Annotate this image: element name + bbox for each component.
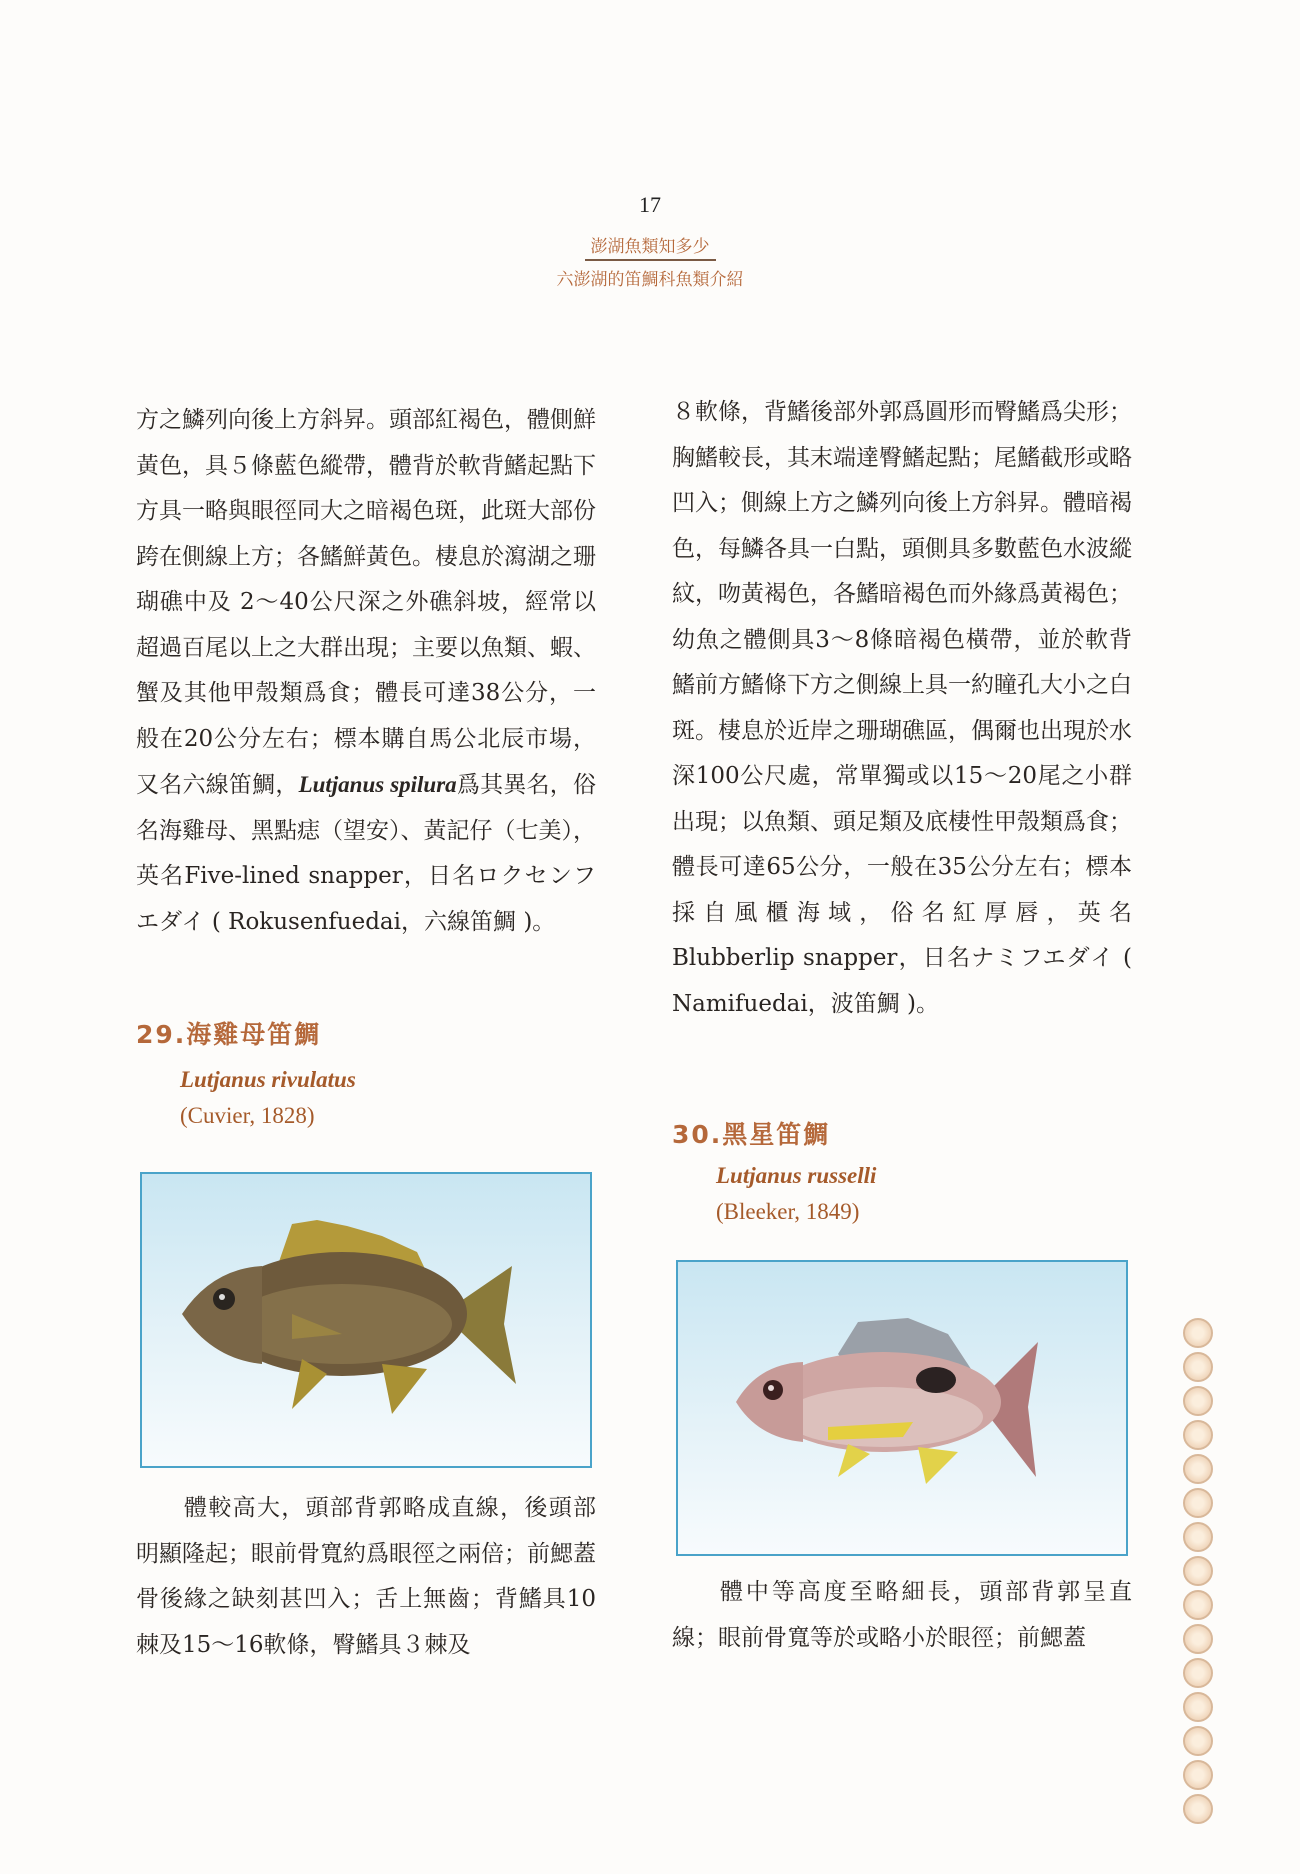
- species-30-description: 體中等高度至略細長，頭部背郭呈直線；眼前骨寬等於或略小於眼徑；前鰓蓋: [672, 1579, 1132, 1651]
- fish-illustration-30: [678, 1262, 1126, 1554]
- species-30-photo: [676, 1260, 1128, 1556]
- species-29-photo: [140, 1172, 592, 1468]
- page-number: 17: [639, 192, 661, 217]
- species-30-latin-name: Lutjanus russelli: [716, 1163, 877, 1188]
- species-29-description: 體較高大，頭部背郭略成直線，後頭部明顯隆起；眼前骨寬約爲眼徑之兩倍；前鰓蓋骨後緣之缺刻甚凹入；舌上無齒；背鰭具10棘及15～16軟條，臀鰭具３棘及: [136, 1495, 596, 1658]
- page-header: [0, 192, 1300, 290]
- species-29-heading: 29.海雞母笛鯛: [136, 1020, 322, 1049]
- right-continued-paragraph: ８軟條，背鰭後部外郭爲圓形而臀鰭爲尖形；胸鰭較長，其末端達臀鰭起點；尾鰭截形或略凹入；側線上方之鱗列向後上方斜昇。體暗褐色，每鱗各具一白點，頭側具多數藍色水波縱紋，吻黃褐色，各鰭暗褐色而外緣爲黃褐色；幼魚之體側具3～8條暗褐色橫帶，並於軟背鰭前方鰭條下方之側線上具一約瞳孔大小之白斑。棲息於近岸之珊瑚礁區，偶爾也出現於水深100公尺處，常單獨或以15～20尾之小群出現；以魚類、頭足類及底棲性甲殼類爲食；體長可達65公分，一般在35公分左右；標本採自風櫃海域，俗名紅厚唇，英名 Blubberlip snapper，日名ナミフエダイ ( Namifuedai，波笛鯛 )。: [672, 399, 1132, 1017]
- species-30-description-block: [672, 1570, 1132, 1661]
- left-column: [136, 398, 596, 1129]
- decorative-margin-ornament: [1178, 1318, 1218, 1828]
- right-column: [672, 390, 1132, 1225]
- text-after-synonym: 爲其異名，俗名海雞母、黑點痣（望安）、黃記仔（七美），英名Five-lined snapper，日名ロクセンフエダイ ( Rokusenfuedai，六線笛鯛 )。: [136, 772, 596, 935]
- synonym-name: Lutjanus spilura: [298, 772, 457, 797]
- text-before-synonym: 方之鱗列向後上方斜昇。頭部紅褐色，體側鮮黃色，具５條藍色縱帶，體背於軟背鰭起點下方具一略與眼徑同大之暗褐色斑，此斑大部份跨在側線上方；各鰭鮮黃色。棲息於瀉湖之珊瑚礁中及 2～40公尺深之外礁斜坡，經常以超過百尾以上之大群出現；主要以魚類、蝦、蟹及其他甲殼類爲食；體長可達38公分，一般在20公分左右；標本購自馬公北辰市場，又名六線笛鯛，: [136, 407, 596, 798]
- species-29-author: (Cuvier, 1828): [180, 1103, 315, 1128]
- species-29-description-block: [136, 1486, 596, 1668]
- fish-illustration-29: [142, 1174, 590, 1466]
- series-title: 澎湖魚類知多少: [585, 232, 716, 261]
- species-29-latin-name: Lutjanus rivulatus: [180, 1067, 356, 1092]
- left-continued-paragraph: [136, 398, 596, 973]
- species-30-author: (Bleeker, 1849): [716, 1199, 860, 1224]
- chapter-title: 六澎湖的笛鯛科魚類介紹: [556, 270, 744, 290]
- species-30-heading: 30.黑星笛鯛: [672, 1120, 831, 1149]
